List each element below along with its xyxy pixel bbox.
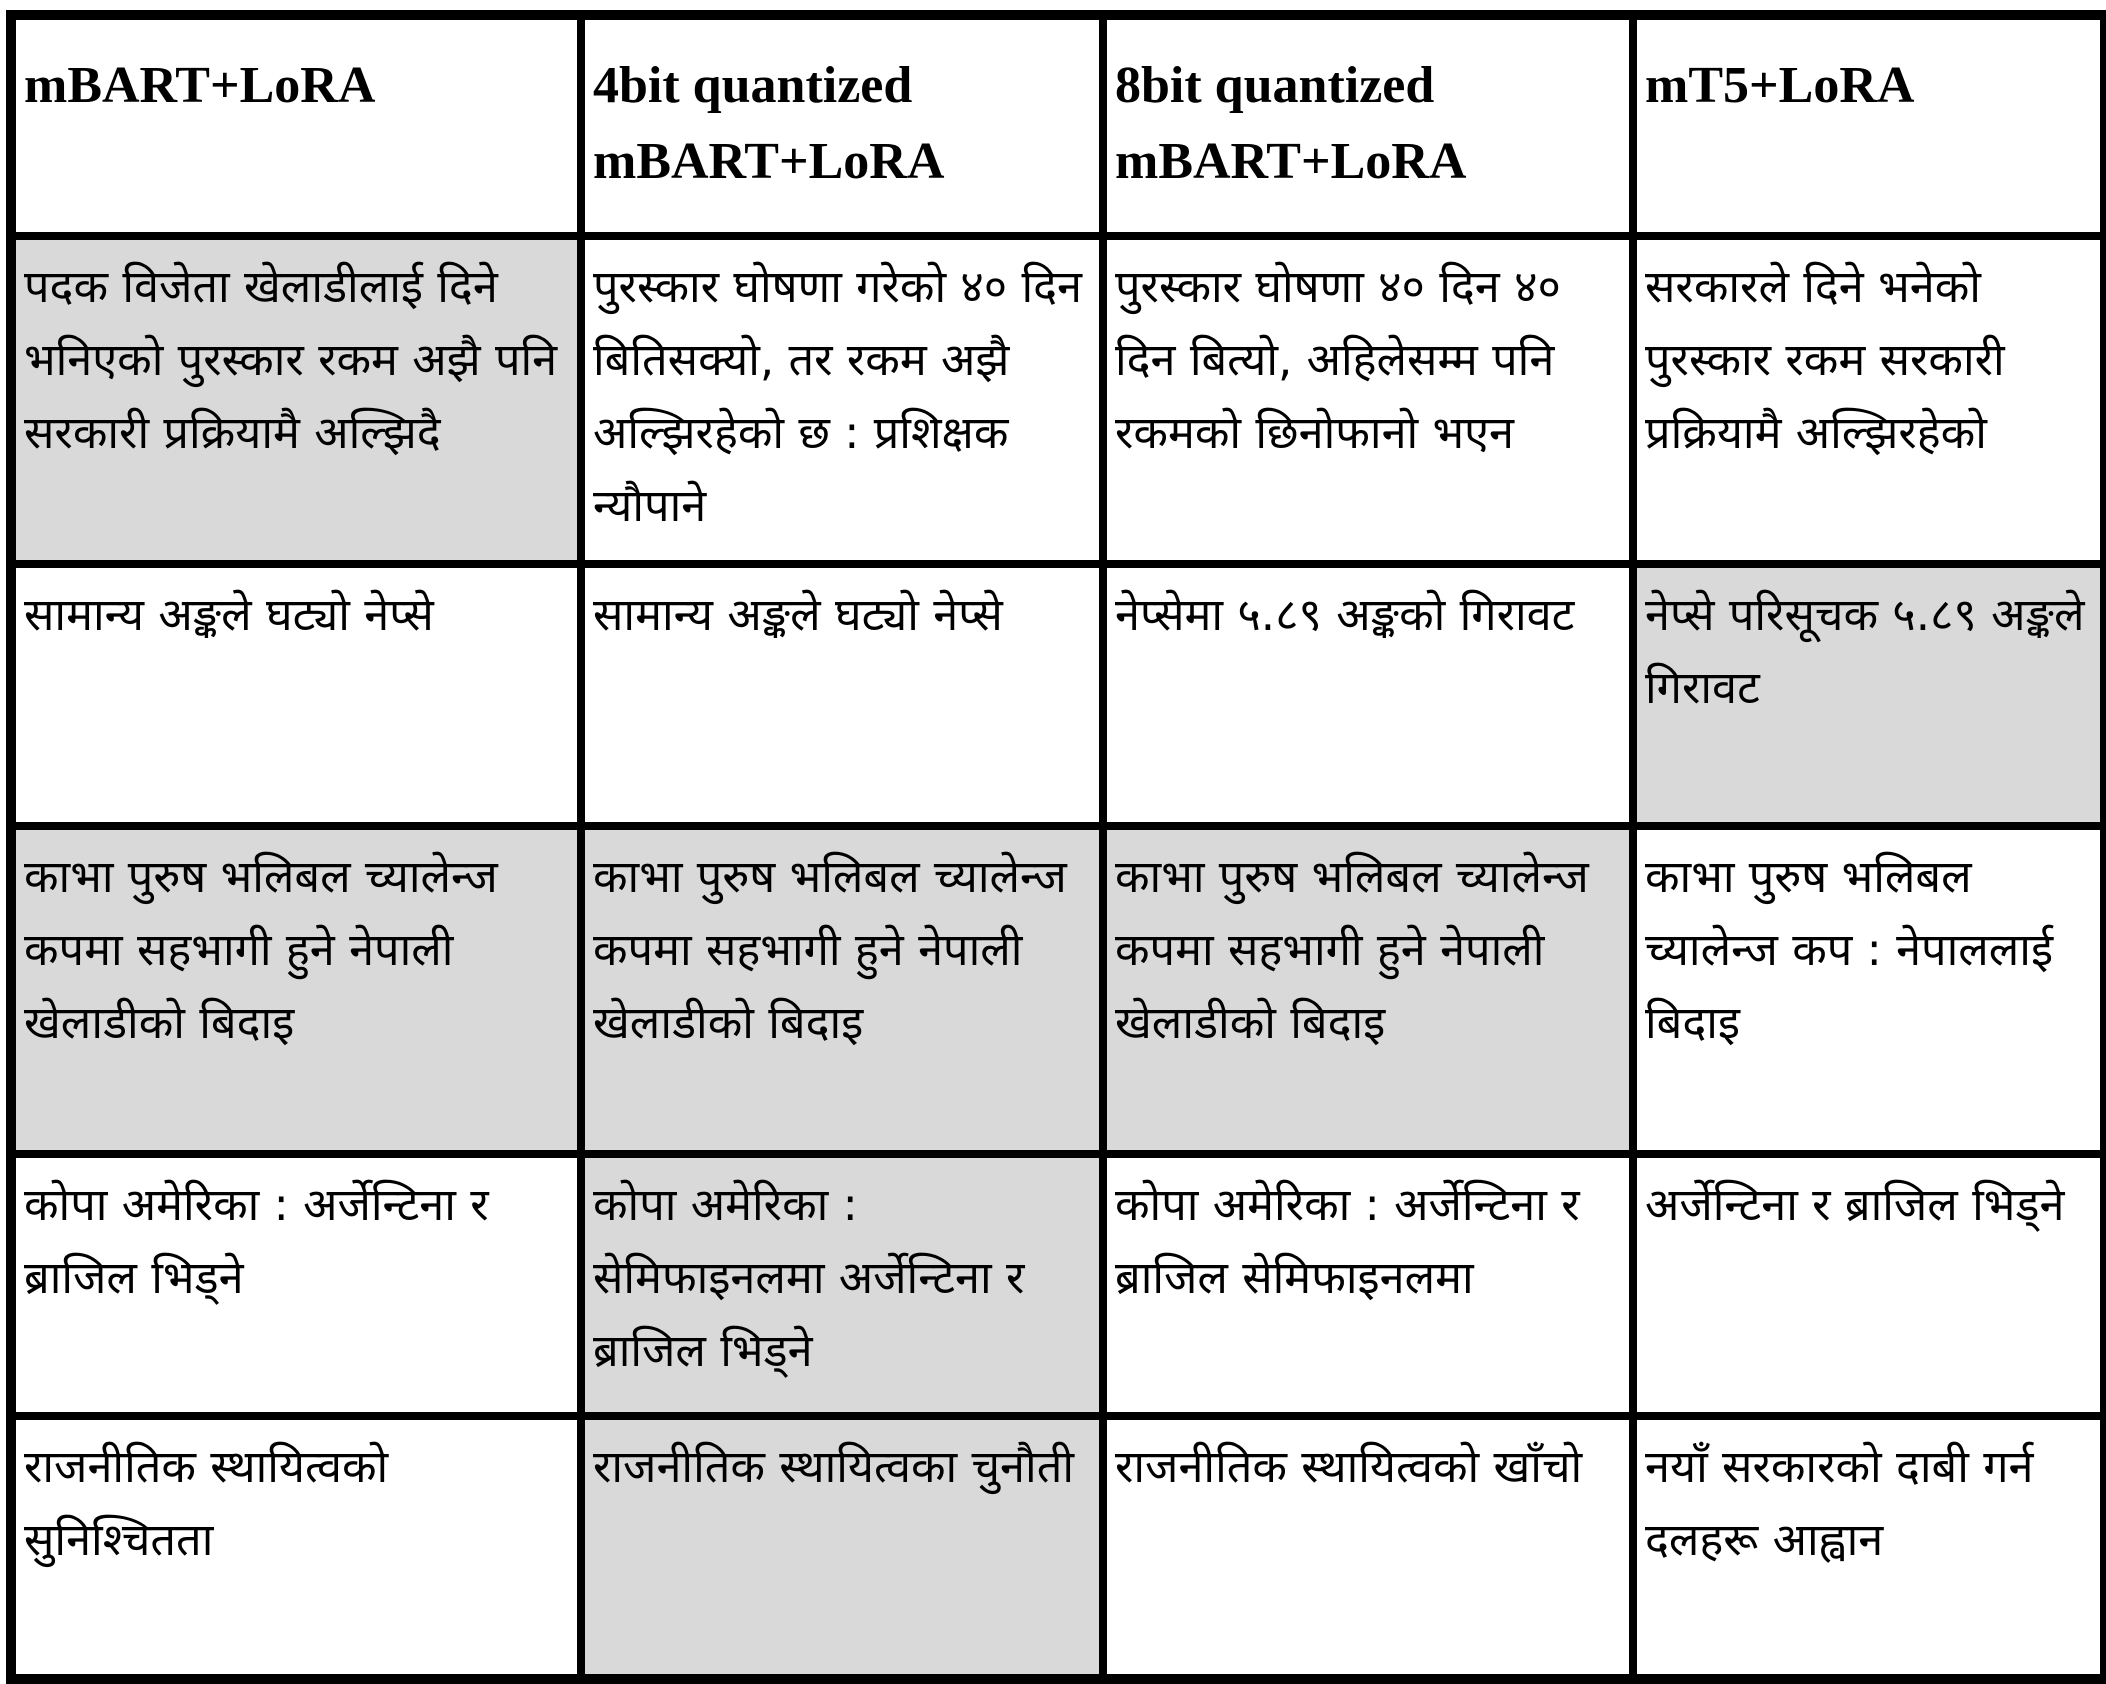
table-cell: काभा पुरुष भलिबल च्यालेन्ज कपमा सहभागी हुने नेपाली खेलाडीको बिदाइ (1103, 826, 1633, 1154)
table-cell: पदक विजेता खेलाडीलाई दिने भनिएको पुरस्कार रकम अझै पनि सरकारी प्रक्रियामै अल्झिदै (11, 236, 581, 564)
table-cell: राजनीतिक स्थायित्वको खाँचो (1103, 1416, 1633, 1679)
table-cell: काभा पुरुष भलिबल च्यालेन्ज कप : नेपाललाई बिदाइ (1633, 826, 2105, 1154)
table-cell: कोपा अमेरिका : सेमिफाइनलमा अर्जेन्टिना र ब्राजिल भिड्ने (581, 1154, 1103, 1416)
header-row (11, 15, 2105, 236)
table-cell: राजनीतिक स्थायित्वको सुनिश्चितता (11, 1416, 581, 1679)
table-cell: सामान्य अङ्कले घट्यो नेप्से (581, 564, 1103, 826)
table-cell: राजनीतिक स्थायित्वका चुनौती (581, 1416, 1103, 1679)
table-cell: सामान्य अङ्कले घट्यो नेप्से (11, 564, 581, 826)
table-cell: नेप्सेमा ५.८९ अङ्कको गिरावट (1103, 564, 1633, 826)
table-cell: काभा पुरुष भलिबल च्यालेन्ज कपमा सहभागी हुने नेपाली खेलाडीको बिदाइ (581, 826, 1103, 1154)
table-row (11, 564, 2105, 826)
table-cell: सरकारले दिने भनेको पुरस्कार रकम सरकारी प्रक्रियामै अल्झिरहेको (1633, 236, 2105, 564)
column-header: 4bit quantized mBART+LoRA (581, 15, 1103, 236)
table-cell: पुरस्कार घोषणा गरेको ४० दिन बितिसक्यो, तर रकम अझै अल्झिरहेको छ : प्रशिक्षक न्यौपाने (581, 236, 1103, 564)
table-cell: अर्जेन्टिना र ब्राजिल भिड्ने (1633, 1154, 2105, 1416)
comparison-table (6, 10, 2106, 1684)
table-cell: काभा पुरुष भलिबल च्यालेन्ज कपमा सहभागी हुने नेपाली खेलाडीको बिदाइ (11, 826, 581, 1154)
table-row (11, 1154, 2105, 1416)
table-cell: कोपा अमेरिका : अर्जेन्टिना र ब्राजिल सेमिफाइनलमा (1103, 1154, 1633, 1416)
table-row (11, 826, 2105, 1154)
column-header: mT5+LoRA (1633, 15, 2105, 236)
column-header: 8bit quantized mBART+LoRA (1103, 15, 1633, 236)
table-cell: पुरस्कार घोषणा ४० दिन ४० दिन बित्यो, अहिलेसम्म पनि रकमको छिनोफानो भएन (1103, 236, 1633, 564)
table-row (11, 236, 2105, 564)
table-cell: नयाँ सरकारको दाबी गर्न दलहरू आह्वान (1633, 1416, 2105, 1679)
table-cell: कोपा अमेरिका : अर्जेन्टिना र ब्राजिल भिड्ने (11, 1154, 581, 1416)
table-cell: नेप्से परिसूचक ५.८९ अङ्कले गिरावट (1633, 564, 2105, 826)
column-header: mBART+LoRA (11, 15, 581, 236)
